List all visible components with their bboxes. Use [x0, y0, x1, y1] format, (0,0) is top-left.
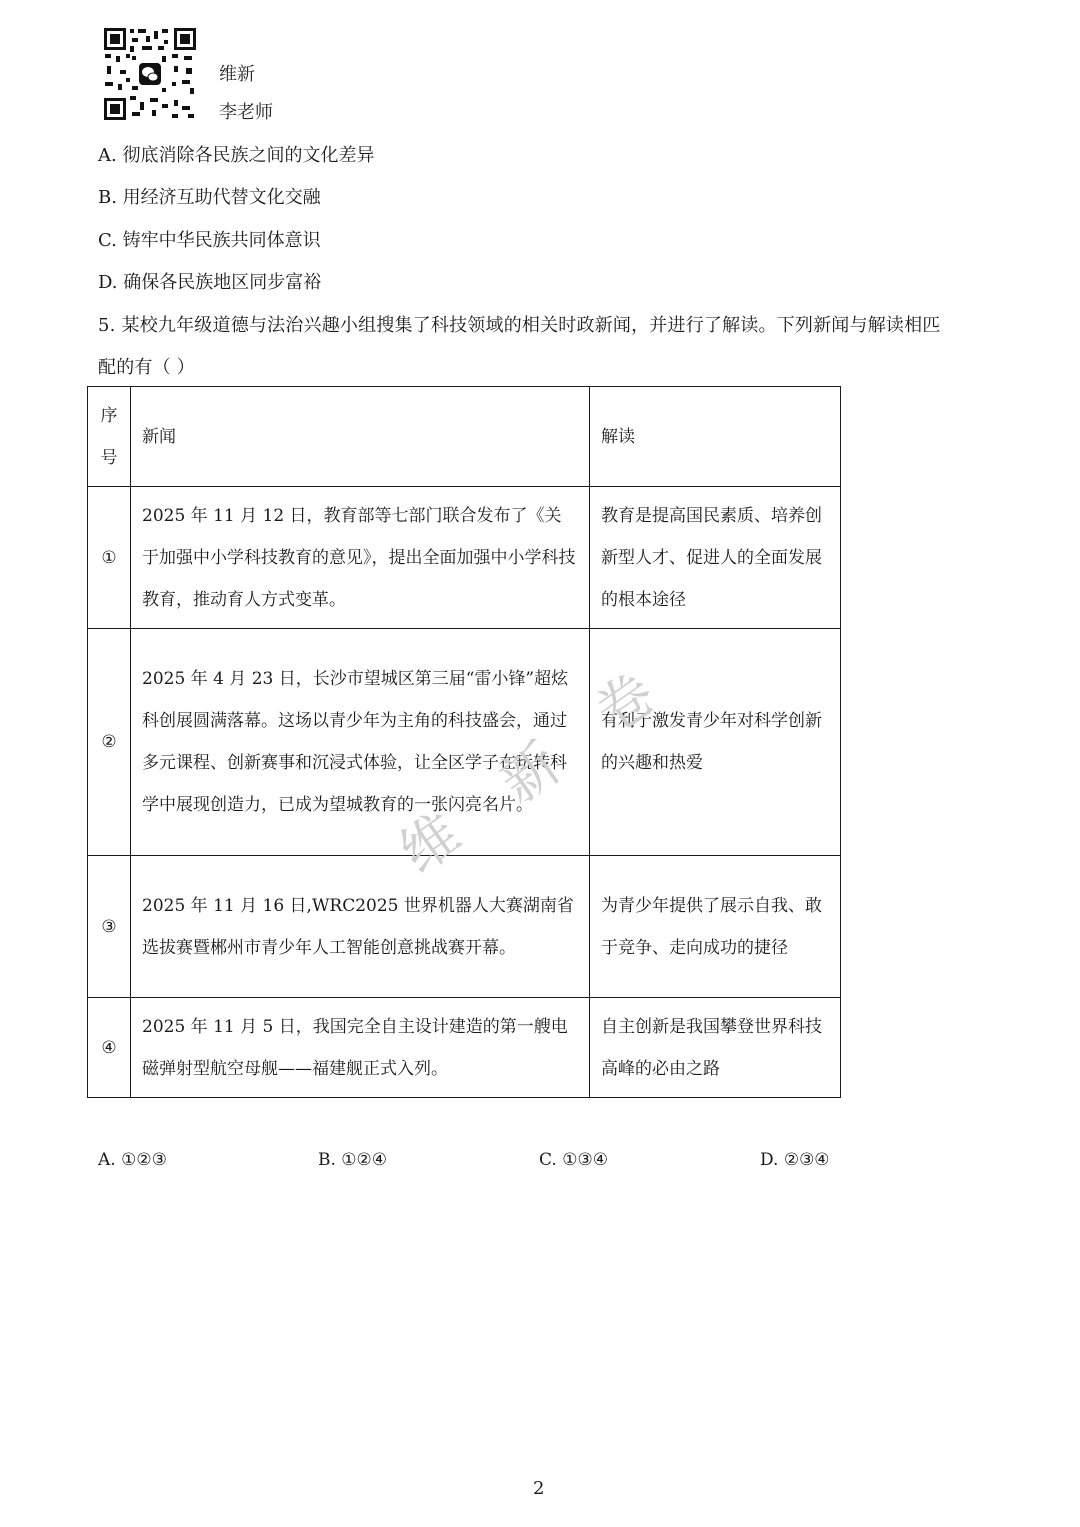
option-b-prev: B. 用经济互助代替文化交融 — [98, 187, 321, 208]
qr-code-image — [102, 26, 198, 122]
row-seq: ④ — [88, 998, 131, 1098]
row-interpretation: 为青少年提供了展示自我、敢于竞争、走向成功的捷径 — [590, 856, 841, 998]
table-row — [88, 998, 841, 1098]
qr-caption-teacher: 李老师 — [219, 102, 273, 123]
qr-code-icon — [102, 26, 198, 122]
question-stem-line-1: 5. 某校九年级道德与法治兴趣小组搜集了科技领域的相关时政新闻，并进行了解读。下列新闻与解读相匹 — [98, 315, 941, 336]
header-interpretation: 解读 — [590, 387, 841, 487]
option-d-prev: D. 确保各民族地区同步富裕 — [98, 272, 322, 293]
watermark-char: 维 — [389, 801, 473, 887]
table-row — [88, 629, 841, 856]
row-news: 2025 年 11 月 12 日，教育部等七部门联合发布了《关于加强中小学科技教育的意见》，提出全面加强中小学科技教育，推动育人方式变革。 — [131, 487, 590, 629]
row-seq: ① — [88, 487, 131, 629]
option-a-prev: A. 彻底消除各民族之间的文化差异 — [98, 145, 375, 166]
row-news: 2025 年 11 月 5 日，我国完全自主设计建造的第一艘电磁弹射型航空母舰——福建舰正式入列。 — [131, 998, 590, 1098]
page-number: 2 — [533, 1478, 545, 1499]
answer-option-c: C. ①③④ — [539, 1150, 608, 1170]
row-seq: ② — [88, 629, 131, 856]
news-table — [87, 386, 841, 1098]
header-seq — [88, 387, 131, 487]
header-seq-char-2: 号 — [100, 447, 118, 468]
row-news: 2025 年 4 月 23 日，长沙市望城区第三届“雷小锋”超炫科创展圆满落幕。这场以青少年为主角的科技盛会，通过多元课程、创新赛事和沉浸式体验，让全区学子在玩转科学中展现创造力，已成为望城教育的一张闪亮名片。 — [131, 629, 590, 856]
table-row — [88, 487, 841, 629]
table-row — [88, 856, 841, 998]
row-seq: ③ — [88, 856, 131, 998]
answer-option-d: D. ②③④ — [760, 1150, 830, 1170]
answer-option-a: A. ①②③ — [98, 1150, 167, 1170]
question-stem-line-2: 配的有（ ） — [98, 357, 195, 378]
answer-option-b: B. ①②④ — [318, 1150, 388, 1170]
option-c-prev: C. 铸牢中华民族共同体意识 — [98, 230, 321, 251]
row-interpretation: 教育是提高国民素质、培养创新型人才、促进人的全面发展的根本途径 — [590, 487, 841, 629]
row-interpretation: 有利于激发青少年对科学创新的兴趣和热爱 — [590, 629, 841, 856]
qr-caption-name: 维新 — [219, 64, 255, 85]
table-header-row — [88, 387, 841, 487]
header-seq-char-1: 序 — [100, 405, 118, 426]
row-news: 2025 年 11 月 16 日,WRC2025 世界机器人大赛湖南省选拔赛暨郴州市青少年人工智能创意挑战赛开幕。 — [131, 856, 590, 998]
header-news: 新闻 — [131, 387, 590, 487]
watermark-char: 卷 — [584, 661, 668, 747]
row-interpretation: 自主创新是我国攀登世界科技高峰的必由之路 — [590, 998, 841, 1098]
watermark-char: 新 — [489, 731, 573, 817]
